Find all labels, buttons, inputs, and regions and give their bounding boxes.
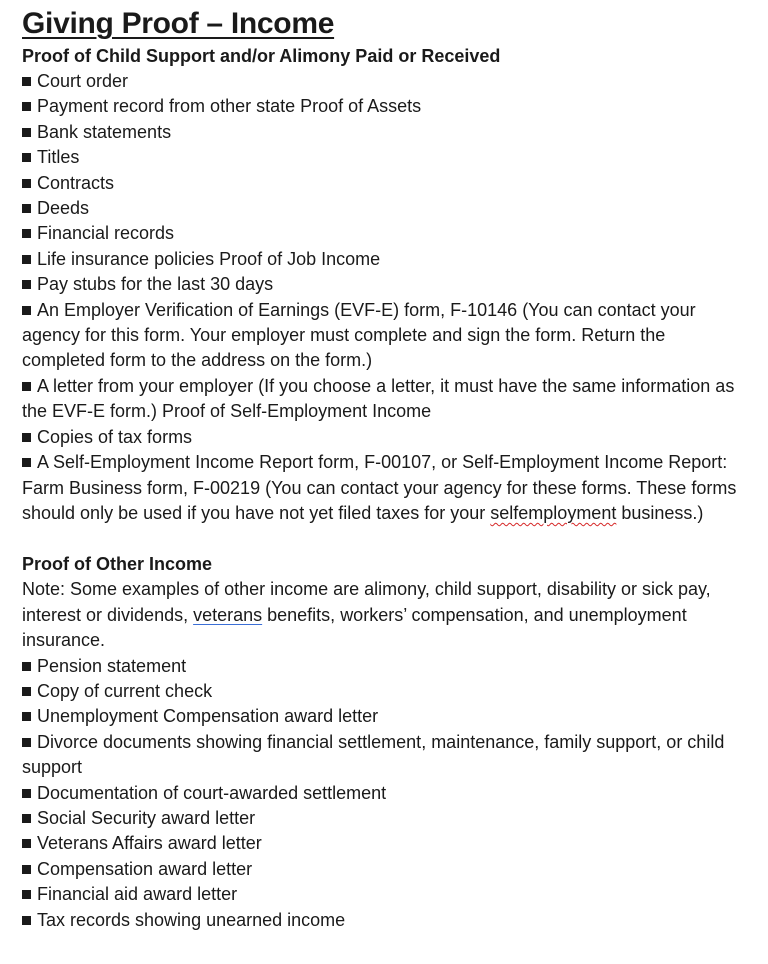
square-bullet-icon <box>22 814 31 823</box>
list-item-text: Court order <box>37 71 129 91</box>
list-item-text: Unemployment Compensation award letter <box>37 706 379 727</box>
list-other-income-proofs <box>22 654 768 933</box>
square-bullet-icon <box>22 204 31 213</box>
square-bullet-icon <box>22 789 31 798</box>
list-item-text: Contracts <box>37 172 115 193</box>
list-item-text: A Self-Employment Income Report form, F-00107, or Self-Employment Income Report: Farm Business form, F-00219 (You can contact your agency for these forms. These forms should only be used if you have not yet filed taxes for your <box>22 452 737 523</box>
square-bullet-icon <box>22 890 31 899</box>
list-item-text: Deeds <box>37 198 90 219</box>
list-item-text: Pension statement <box>37 655 187 676</box>
square-bullet-icon <box>22 77 31 86</box>
list-item <box>22 425 742 450</box>
list-item-text: Copy of current check <box>37 680 213 701</box>
page-title: Giving Proof – Income <box>22 7 335 40</box>
square-bullet-icon <box>22 712 31 721</box>
list-item-text: Compensation award letter <box>37 858 253 879</box>
list-item-text: Financial records <box>37 223 175 244</box>
list-item <box>22 679 742 704</box>
square-bullet-icon <box>22 153 31 162</box>
list-item <box>22 145 742 170</box>
list-item-text: A letter from your employer (If you choose a letter, it must have the same information as the EVF-E form.) Proof of Self-Employment Income <box>22 375 735 422</box>
square-bullet-icon <box>22 916 31 925</box>
list-item <box>22 94 742 119</box>
list-item <box>22 221 742 246</box>
list-item <box>22 450 742 526</box>
list-item-text: Titles <box>37 147 80 168</box>
list-item <box>22 171 742 196</box>
list-item <box>22 857 742 882</box>
spelling-flagged-word: selfemployment <box>490 502 617 523</box>
list-item <box>22 704 742 729</box>
list-item <box>22 654 742 679</box>
square-bullet-icon <box>22 687 31 696</box>
square-bullet-icon <box>22 433 31 442</box>
square-bullet-icon <box>22 229 31 238</box>
list-item <box>22 882 742 907</box>
list-item-text: Financial aid award letter <box>37 884 238 905</box>
square-bullet-icon <box>22 102 31 111</box>
square-bullet-icon <box>22 865 31 874</box>
list-item <box>22 272 742 297</box>
list-item <box>22 806 742 831</box>
list-item <box>22 374 742 425</box>
list-item <box>22 120 742 145</box>
square-bullet-icon <box>22 306 31 315</box>
list-item-text: Documentation of court-awarded settlement <box>37 782 387 803</box>
square-bullet-icon <box>22 179 31 188</box>
note-text-end: benefits, workers’ compensation, and unemployment insurance. <box>22 604 687 651</box>
list-item <box>22 69 742 94</box>
square-bullet-icon <box>22 662 31 671</box>
blank-line <box>22 526 768 552</box>
square-bullet-icon <box>22 128 31 137</box>
square-bullet-icon <box>22 738 31 747</box>
list-item-text: An Employer Verification of Earnings (EVF-E) form, F-10146 (You can contact your agency for this form. Your employer must complete and sign the form. Return the completed form to the address on the form.) <box>22 299 696 371</box>
square-bullet-icon <box>22 458 31 467</box>
section-heading-child-support: Proof of Child Support and/or Alimony Paid or Received <box>22 46 501 66</box>
square-bullet-icon <box>22 255 31 264</box>
list-item <box>22 247 742 272</box>
list-item-text: Bank statements <box>37 121 172 142</box>
list-item <box>22 196 742 221</box>
list-item-text: Divorce documents showing financial settlement, maintenance, family support, or child support <box>22 731 725 778</box>
list-item-text: Life insurance policies Proof of Job Income <box>37 248 381 269</box>
list-item-text-end: business.) <box>616 502 704 523</box>
list-item-text: Veterans Affairs award letter <box>37 833 262 854</box>
list-item <box>22 908 742 933</box>
note-paragraph <box>22 577 742 653</box>
section-heading-other-income: Proof of Other Income <box>22 554 213 575</box>
square-bullet-icon <box>22 382 31 391</box>
list-child-support-proofs <box>22 69 768 526</box>
note-text: Note: Some examples of other income are alimony, child support, disability or sick pay, interest or dividends, <box>22 579 711 625</box>
square-bullet-icon <box>22 280 31 289</box>
list-item <box>22 730 742 781</box>
list-item-text: Tax records showing unearned income <box>37 909 346 930</box>
list-item <box>22 781 742 806</box>
grammar-flagged-word: veterans <box>193 604 263 625</box>
list-item-text: Social Security award letter <box>37 807 256 828</box>
list-item-text: Pay stubs for the last 30 days <box>37 274 274 295</box>
square-bullet-icon <box>22 839 31 848</box>
list-item <box>22 298 742 374</box>
list-item-text: Payment record from other state Proof of Assets <box>37 96 422 117</box>
list-item <box>22 831 742 856</box>
list-item-text: Copies of tax forms <box>37 426 193 447</box>
